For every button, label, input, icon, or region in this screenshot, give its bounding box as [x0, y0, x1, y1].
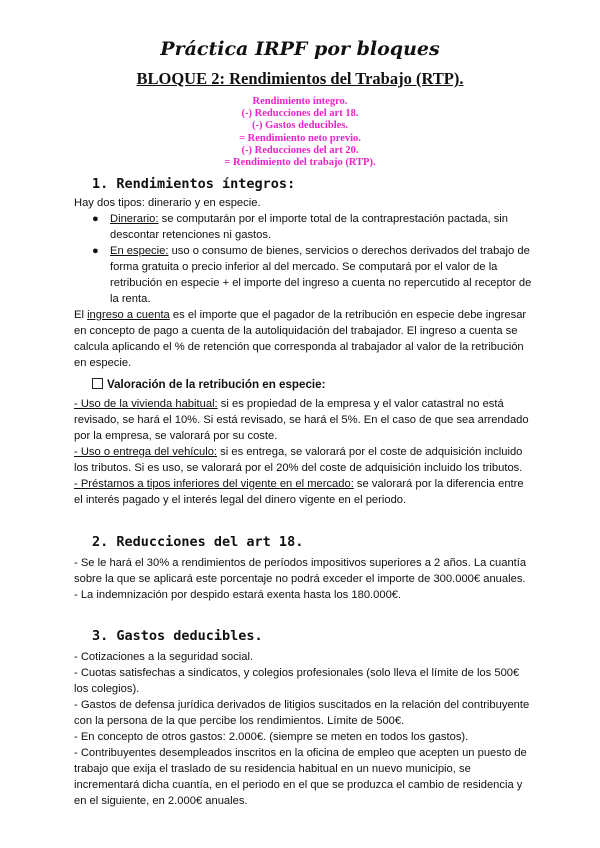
term-label: En especie: — [110, 245, 169, 257]
text-run: El — [74, 309, 88, 321]
subsection-heading-text: Valoración de la retribución en especie: — [107, 378, 326, 391]
list-item: - Contribuyentes desempleados inscritos en la oficina de empleo que acepten un puesto de trabajo que exija el traslado de su residencia habitual en un nuevo municipio, se incrementará dicha cuantía, en el periodo en el que se produzca el cambio de residencia y en el siguiente, en 2.000€ anuales. — [74, 747, 527, 807]
summary-line: (-) Gastos deducibles. — [252, 120, 348, 132]
term-label: - Uso o entrega del vehículo: — [74, 446, 218, 458]
summary-line: Rendimiento íntegro. — [252, 96, 348, 107]
section-body-rendimientos-integros — [74, 195, 532, 371]
list-item — [74, 444, 532, 476]
term-label: Dinerario: — [110, 213, 159, 225]
page-title: Práctica IRPF por bloques — [160, 38, 440, 60]
block-subtitle: BLOQUE 2: Rendimientos del Trabajo (RTP). — [136, 69, 464, 88]
list-item: - Gastos de defensa jurídica derivados de litigios suscitados en la relación del contribuyente con la persona de la que percibe los rendimientos. Límite de 500€. — [74, 699, 530, 727]
term-text: si es entrega, se valorará por el coste de adquisición incluido los tributos. Si es uso, se valorará por el 20% del coste de adquisición incluido los tributos. — [74, 446, 523, 474]
summary-scheme — [0, 96, 600, 169]
list-item — [74, 211, 532, 243]
list-item — [74, 476, 532, 508]
section-body-gastos-deducibles — [74, 649, 532, 809]
list-item: - La indemnización por despido estará exenta hasta los 180.000€. — [74, 589, 402, 601]
section-intro: Hay dos tipos: dinerario y en especie. — [74, 197, 261, 209]
text-run: es el importe que el pagador de la retribución en especie debe ingresar en concepto de pago a cuenta de la autoliquidación del trabajador. El ingreso a cuenta se calcula aplicando el % de retención que corresponda al trabajador al valor de la retribución en especie. — [74, 309, 527, 369]
subsection-heading-valoracion — [92, 378, 325, 391]
term-text: se valorará por la diferencia entre el interés pagado y el interés legal del dinero vigente en el periodo. — [74, 478, 524, 506]
list-item: - Se le hará el 30% a rendimientos de períodos impositivos superiores a 2 años. La cuantía sobre la que se aplicará este porcentaje no podrá exceder el importe de 300.000€ anuales. — [74, 557, 527, 585]
list-item — [74, 396, 532, 444]
list-item: - En concepto de otros gastos: 2.000€. (siempre se meten en todos los gastos). — [74, 731, 469, 743]
list-item — [74, 243, 532, 307]
valoracion-body — [74, 396, 532, 508]
bullet-icon: ● — [92, 245, 99, 257]
list-item: - Cuotas satisfechas a sindicatos, y colegios profesionales (solo lleva el límite de los 500€ los colegios). — [74, 667, 520, 695]
section-body-reducciones — [74, 555, 532, 603]
term-text: si es propiedad de la empresa y el valor catastral no está revisado, se hará el 10%. Si está revisado, se hará el 5%. En el caso de que sea arrendado por la empresa, se valorará por su coste. — [74, 398, 529, 442]
term-label: ingreso a cuenta — [87, 309, 170, 321]
summary-line: (-) Reducciones del art 18. — [241, 108, 359, 120]
summary-line: (-) Reducciones del art 20. — [241, 144, 359, 156]
list-item: - Cotizaciones a la seguridad social. — [74, 651, 254, 663]
term-label: - Uso de la vivienda habitual: — [74, 398, 218, 410]
section-heading-rendimientos-integros: 1. Rendimientos íntegros: — [92, 176, 296, 192]
term-text: uso o consumo de bienes, servicios o derechos derivados del trabajo de forma gratuita o precio inferior al del mercado. Se computará por el valor de la retribución en especie + el importe del ingreso a cuenta no repercutido al receptor de la renta. — [110, 245, 532, 305]
section-heading-reducciones: 2. Reducciones del art 18. — [92, 534, 304, 550]
summary-line: = Rendimiento neto previo. — [239, 132, 361, 144]
checkbox-icon — [92, 378, 103, 389]
ingreso-a-cuenta-paragraph — [74, 307, 532, 371]
term-label: - Préstamos a tipos inferiores del vigente en el mercado: — [74, 478, 354, 490]
summary-line: = Rendimiento del trabajo (RTP). — [224, 157, 376, 169]
term-text: se computarán por el importe total de la contraprestación pactada, sin descontar retenciones ni gastos. — [110, 213, 508, 241]
section-heading-gastos-deducibles: 3. Gastos deducibles. — [92, 628, 263, 644]
bullet-icon: ● — [92, 213, 99, 225]
